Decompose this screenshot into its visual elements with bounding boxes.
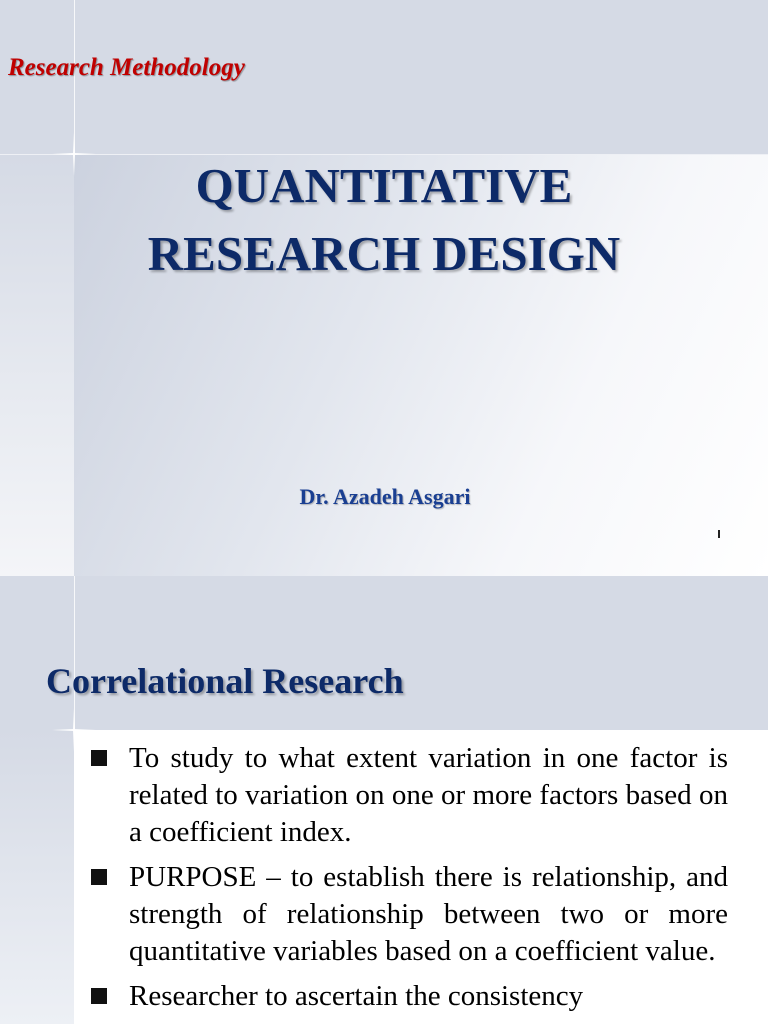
bullet-item <box>88 978 728 1015</box>
main-title-line-1: QUANTITATIVE <box>195 158 573 213</box>
bullet-text: PURPOSE – to establish there is relationship, and strength of relationship between two or more quantitative variables based on a coefficient value. <box>129 861 728 967</box>
slide-title: Correlational Research <box>46 661 404 701</box>
square-bullet-icon <box>91 869 107 885</box>
bullet-item <box>88 740 728 851</box>
bullet-text: Researcher to ascertain the consistency <box>129 980 584 1012</box>
bullet-list <box>88 740 728 1023</box>
author-name: Dr. Azadeh Asgari <box>299 484 471 509</box>
bullet-item <box>88 859 728 970</box>
bullet-text: To study to what extent variation in one factor is related to variation on one or more factors based on a coefficient index. <box>129 742 728 848</box>
decor-vertical-line <box>74 576 75 730</box>
square-bullet-icon <box>91 750 107 766</box>
left-decor-band <box>0 730 74 1024</box>
content-slide <box>0 576 768 1024</box>
main-title-line-2: RESEARCH DESIGN <box>147 226 621 281</box>
left-decor-band <box>0 155 74 576</box>
slide-header-band <box>0 576 768 730</box>
course-title: Research Methodology <box>8 54 245 81</box>
stray-mark <box>718 530 720 538</box>
square-bullet-icon <box>91 988 107 1004</box>
main-title <box>74 152 694 288</box>
